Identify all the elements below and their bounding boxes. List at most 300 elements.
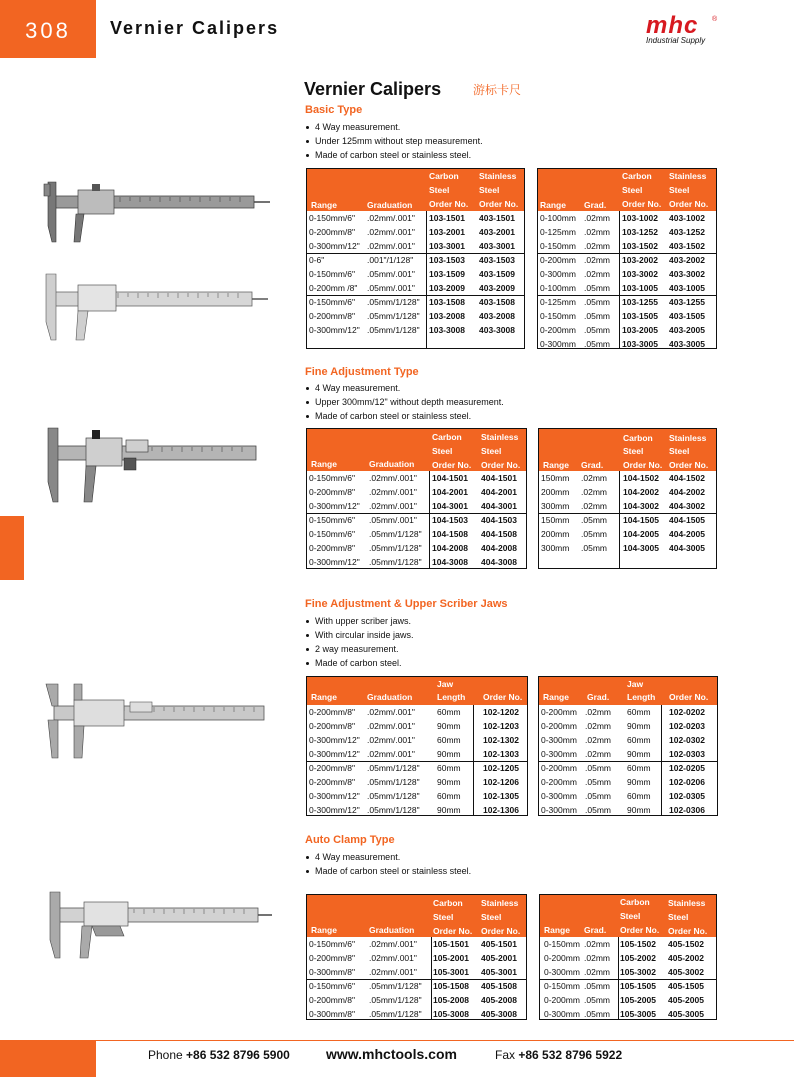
table-cell: 405-3008: [481, 1009, 517, 1019]
table-cell: .05mm: [584, 297, 610, 307]
table-cell: 90mm: [437, 777, 461, 787]
column-header-carbon: Order No.: [622, 199, 662, 209]
table-cell: 105-1508: [433, 981, 469, 991]
table-cell: .02mm/.001": [369, 939, 417, 949]
table-cell: 404-1508: [481, 529, 517, 539]
table-cell: 104-3008: [432, 557, 468, 567]
table-auto-clamp-metric: [539, 894, 717, 1020]
table-cell: 0-200mm/8": [309, 227, 356, 237]
table-cell: .02mm: [585, 721, 611, 731]
table-cell: 404-3001: [481, 501, 517, 511]
table-cell: .02mm: [584, 241, 610, 251]
table-row: [307, 775, 527, 789]
table-cell: 102-0205: [669, 763, 705, 773]
table-row: [538, 267, 716, 281]
list-item: Under 125mm without step measurement.: [305, 134, 483, 148]
column-header-stainless: Stainless: [669, 433, 707, 443]
table-cell: 0-200mm: [540, 325, 576, 335]
table-cell: 0-200mm: [544, 995, 580, 1005]
table-cell: 0-300mm: [541, 735, 577, 745]
table-row: [538, 211, 716, 225]
section-title-fine-adjustment: Fine Adjustment Type: [305, 366, 419, 378]
table-cell: .05mm: [584, 981, 610, 991]
table-cell: 0-200mm: [544, 953, 580, 963]
table-cell: 90mm: [627, 805, 651, 815]
table-row: [307, 803, 527, 817]
footer-fax-label: Fax: [495, 1048, 516, 1062]
table-cell: .05mm: [585, 763, 611, 773]
column-header-carbon: Carbon: [620, 897, 650, 907]
table-row: [307, 253, 524, 267]
table-cell: .05mm/1/128": [367, 805, 420, 815]
table-cell: .02mm/.001": [367, 707, 415, 717]
table-cell: 0-300mm: [541, 791, 577, 801]
table-cell: 0-300mm/12": [309, 557, 360, 567]
column-header-jaw-length: Jaw: [437, 679, 454, 689]
column-header-stainless: Stainless: [479, 171, 517, 181]
column-header-graduation: Graduation: [367, 692, 413, 702]
bullet-list-upper-scriber-jaws: [305, 614, 414, 670]
table-row: [539, 705, 717, 719]
table-cell: 103-3005: [622, 339, 658, 349]
table-header: [538, 169, 716, 211]
table-row: [307, 267, 524, 281]
table-row: [538, 281, 716, 295]
table-cell: 403-2002: [669, 255, 705, 265]
table-cell: 90mm: [437, 721, 461, 731]
table-cell: .05mm: [585, 777, 611, 787]
table-row: [307, 719, 527, 733]
table-cell: 0-300mm/12": [309, 501, 360, 511]
table-cell: .02mm: [581, 487, 607, 497]
table-cell: 104-2001: [432, 487, 468, 497]
table-row: [539, 789, 717, 803]
table-cell: .001"/1/128": [367, 255, 414, 265]
table-cell: .02mm: [585, 707, 611, 717]
table-row: [540, 993, 716, 1007]
table-row: [307, 993, 526, 1007]
table-header: [540, 895, 716, 937]
table-cell: 102-1303: [483, 749, 519, 759]
table-cell: 104-2002: [623, 487, 659, 497]
vernier-caliper-auto-clamp-icon: [44, 888, 276, 960]
table-cell: 403-1252: [669, 227, 705, 237]
table-row: [307, 499, 526, 513]
table-cell: 200mm: [541, 529, 570, 539]
table-cell: 405-3005: [668, 1009, 704, 1019]
table-fine-adjustment-inch: [306, 428, 527, 569]
table-cell: 0-300mm: [544, 1009, 580, 1019]
list-item: 2 way measurement.: [305, 642, 414, 656]
footer-fax: [495, 1048, 622, 1062]
table-row: [307, 225, 524, 239]
table-cell: 102-0303: [669, 749, 705, 759]
table-cell: 102-0203: [669, 721, 705, 731]
column-header-stainless: Stainless: [481, 898, 519, 908]
table-row: [538, 295, 716, 309]
table-cell: 60mm: [437, 707, 461, 717]
table-row: [307, 951, 526, 965]
list-item: 4 Way measurement.: [305, 120, 483, 134]
column-header-range: Range: [540, 200, 566, 210]
column-header-range: Range: [311, 692, 337, 702]
table-scriber-jaws-inch: [306, 676, 528, 816]
footer-website[interactable]: www.mhctools.com: [326, 1046, 457, 1062]
table-row: [538, 309, 716, 323]
table-cell: 103-2001: [429, 227, 465, 237]
table-row: [540, 951, 716, 965]
table-cell: 102-1202: [483, 707, 519, 717]
table-cell: 0-150mm/6": [309, 515, 356, 525]
table-row: [538, 225, 716, 239]
bullet-list-fine-adjustment: [305, 381, 504, 423]
table-cell: 0-200mm/8": [309, 777, 356, 787]
table-cell: .05mm/1/128": [369, 557, 422, 567]
table-scriber-jaws-metric: [538, 676, 718, 816]
column-header-carbon: Carbon: [429, 171, 459, 181]
table-row: [307, 979, 526, 993]
table-cell: 105-3008: [433, 1009, 469, 1019]
column-header-range: Range: [311, 925, 337, 935]
table-cell: .05mm: [584, 325, 610, 335]
table-row: [307, 309, 524, 323]
table-cell: .02mm: [584, 269, 610, 279]
table-cell: 0-6": [309, 255, 325, 265]
table-cell: .05mm/1/128": [369, 1009, 422, 1019]
table-cell: .02mm/.001": [367, 735, 415, 745]
table-cell: 0-300mm: [540, 339, 576, 349]
table-cell: 103-1255: [622, 297, 658, 307]
list-item: With circular inside jaws.: [305, 628, 414, 642]
table-cell: .05mm/1/128": [369, 981, 422, 991]
table-cell: 0-300mm/12": [309, 791, 360, 801]
table-cell: 403-3008: [479, 325, 515, 335]
table-cell: 103-1509: [429, 269, 465, 279]
table-cell: 403-1501: [479, 213, 515, 223]
table-cell: 102-1305: [483, 791, 519, 801]
table-cell: 0-100mm: [540, 213, 576, 223]
main-title-chinese: 游标卡尺: [473, 83, 522, 97]
table-cell: .02mm: [584, 227, 610, 237]
table-cell: .05mm/1/128": [369, 995, 422, 1005]
table-cell: 60mm: [627, 791, 651, 801]
table-cell: .02mm/.001": [367, 227, 415, 237]
table-cell: 102-0302: [669, 735, 705, 745]
table-cell: 403-2005: [669, 325, 705, 335]
column-header-carbon: Steel: [429, 185, 450, 195]
column-header-carbon: Steel: [432, 446, 453, 456]
table-cell: 403-3001: [479, 241, 515, 251]
table-cell: 104-1501: [432, 473, 468, 483]
table-cell: 0-200mm/8": [309, 721, 356, 731]
table-cell: 300mm: [541, 543, 570, 553]
footer-fax-number: +86 532 8796 5922: [518, 1048, 623, 1062]
column-header-grad: Grad.: [584, 200, 607, 210]
table-cell: 90mm: [627, 749, 651, 759]
table-header: [539, 429, 716, 471]
table-cell: 104-3001: [432, 501, 468, 511]
list-item: 4 Way measurement.: [305, 381, 504, 395]
table-cell: .05mm: [584, 339, 610, 349]
column-header-carbon: Order No.: [432, 460, 472, 470]
column-header-stainless: Stainless: [481, 432, 519, 442]
table-header: [307, 429, 526, 471]
column-header-carbon: Steel: [620, 911, 641, 921]
table-cell: 405-1502: [668, 939, 704, 949]
footer-accent-bar: [0, 1040, 96, 1077]
table-cell: 404-1505: [669, 515, 705, 525]
table-cell: .05mm/.001": [369, 515, 417, 525]
table-cell: 0-300mm: [541, 749, 577, 759]
table-header: [307, 895, 526, 937]
column-header-carbon: Steel: [433, 912, 454, 922]
side-tab-marker: [0, 516, 24, 580]
table-cell: 60mm: [627, 735, 651, 745]
table-cell: 403-1505: [669, 311, 705, 321]
column-header-range: Range: [543, 692, 569, 702]
table-cell: 60mm: [627, 707, 651, 717]
table-row: [307, 937, 526, 951]
footer-phone-label: Phone: [148, 1048, 183, 1062]
table-cell: 0-200mm/8": [309, 995, 356, 1005]
column-header-stainless: Steel: [481, 912, 502, 922]
table-cell: 0-150mm: [544, 981, 580, 991]
table-row: [307, 211, 524, 225]
table-row: [540, 979, 716, 993]
table-cell: .02mm: [584, 939, 610, 949]
table-cell: .05mm: [581, 515, 607, 525]
table-cell: 103-3001: [429, 241, 465, 251]
list-item: With upper scriber jaws.: [305, 614, 414, 628]
column-header-jaw-length: Length: [437, 692, 466, 702]
column-header-grad: Grad.: [584, 925, 607, 935]
table-cell: 103-1502: [622, 241, 658, 251]
table-cell: 403-1005: [669, 283, 705, 293]
table-header: [307, 169, 524, 211]
table-cell: 300mm: [541, 501, 570, 511]
table-row: [538, 253, 716, 267]
table-cell: 405-1505: [668, 981, 704, 991]
table-cell: 404-1501: [481, 473, 517, 483]
table-cell: .02mm: [584, 953, 610, 963]
table-cell: 0-200mm/8": [309, 311, 356, 321]
table-cell: .05mm: [585, 791, 611, 801]
column-header-stainless: Order No.: [481, 926, 521, 936]
table-cell: 403-2001: [479, 227, 515, 237]
column-header-graduation: Graduation: [369, 925, 415, 935]
table-cell: .05mm: [584, 283, 610, 293]
bullet-list-auto-clamp: [305, 850, 471, 878]
table-cell: 0-200mm: [540, 255, 576, 265]
table-cell: 103-1508: [429, 297, 465, 307]
table-cell: 102-1205: [483, 763, 519, 773]
table-cell: 0-300mm/12": [309, 241, 360, 251]
column-header-stainless: Steel: [669, 446, 690, 456]
column-header-carbon: Carbon: [432, 432, 462, 442]
table-cell: .05mm/.001": [367, 283, 415, 293]
list-item: Made of carbon steel or stainless steel.: [305, 148, 483, 162]
table-basic-type-metric: [537, 168, 717, 349]
table-cell: 0-150mm/6": [309, 473, 356, 483]
table-cell: 0-150mm/6": [309, 529, 356, 539]
table-cell: .05mm/1/128": [367, 791, 420, 801]
table-cell: 103-3002: [622, 269, 658, 279]
table-cell: 405-3001: [481, 967, 517, 977]
table-row: [539, 485, 716, 499]
table-cell: 0-200mm/8": [309, 763, 356, 773]
table-cell: 0-150mm/6": [309, 297, 356, 307]
table-cell: .02mm/.001": [369, 501, 417, 511]
table-cell: .02mm/.001": [367, 749, 415, 759]
table-cell: 0-300mm/12": [309, 749, 360, 759]
vernier-caliper-fine-adjust-icon: [42, 424, 274, 504]
table-row: [539, 471, 716, 485]
table-cell: 0-300mm/12": [309, 735, 360, 745]
logo-word: mhc: [646, 12, 699, 39]
table-row: [540, 965, 716, 979]
table-row: [307, 541, 526, 555]
table-cell: 103-3008: [429, 325, 465, 335]
table-cell: .05mm/1/128": [367, 325, 420, 335]
table-row: [307, 485, 526, 499]
table-cell: 405-1501: [481, 939, 517, 949]
table-cell: 103-2009: [429, 283, 465, 293]
column-header-stainless: Stainless: [668, 898, 706, 908]
table-cell: 150mm: [541, 473, 570, 483]
table-cell: 0-150mm: [540, 311, 576, 321]
table-cell: 60mm: [437, 791, 461, 801]
table-cell: 150mm: [541, 515, 570, 525]
table-cell: 0-200mm /8": [309, 283, 358, 293]
table-cell: 404-1503: [481, 515, 517, 525]
table-cell: 102-1206: [483, 777, 519, 787]
table-cell: 105-1502: [620, 939, 656, 949]
table-cell: 405-3002: [668, 967, 704, 977]
list-item: Made of carbon steel or stainless steel.: [305, 864, 471, 878]
column-header-stainless: Steel: [479, 185, 500, 195]
table-cell: 404-2002: [669, 487, 705, 497]
table-cell: 0-300mm: [541, 805, 577, 815]
table-cell: 0-300mm: [540, 269, 576, 279]
table-cell: 404-3002: [669, 501, 705, 511]
table-cell: 102-1306: [483, 805, 519, 815]
table-cell: .02mm: [584, 255, 610, 265]
table-cell: 0-200mm: [541, 763, 577, 773]
table-cell: 0-150mm/6": [309, 981, 356, 991]
table-cell: 404-3008: [481, 557, 517, 567]
table-row: [307, 281, 524, 295]
table-row: [539, 803, 717, 817]
table-row: [539, 747, 717, 761]
table-cell: .05mm: [584, 1009, 610, 1019]
table-cell: 0-200mm: [541, 721, 577, 731]
table-cell: 0-150mm: [540, 241, 576, 251]
table-cell: 102-0202: [669, 707, 705, 717]
table-row: [307, 527, 526, 541]
table-fine-adjustment-metric: [538, 428, 717, 569]
table-cell: .05mm/1/128": [367, 763, 420, 773]
table-cell: 102-1302: [483, 735, 519, 745]
table-cell: 103-1503: [429, 255, 465, 265]
table-cell: 0-150mm: [544, 939, 580, 949]
table-cell: .02mm/.001": [369, 473, 417, 483]
table-cell: 403-3005: [669, 339, 705, 349]
column-header-carbon: Order No.: [433, 926, 473, 936]
table-cell: 404-2001: [481, 487, 517, 497]
table-cell: 103-1501: [429, 213, 465, 223]
table-cell: .02mm: [584, 213, 610, 223]
table-cell: 103-1005: [622, 283, 658, 293]
column-header-carbon: Carbon: [433, 898, 463, 908]
table-cell: 200mm: [541, 487, 570, 497]
table-row: [307, 761, 527, 775]
table-cell: 405-1508: [481, 981, 517, 991]
table-cell: 405-2008: [481, 995, 517, 1005]
section-title-auto-clamp: Auto Clamp Type: [305, 834, 395, 846]
column-header-grad: Grad.: [581, 460, 604, 470]
table-cell: 60mm: [437, 763, 461, 773]
table-cell: .02mm: [581, 501, 607, 511]
column-header-stainless: Order No.: [668, 926, 708, 936]
table-cell: 0-100mm: [540, 283, 576, 293]
table-cell: 103-1002: [622, 213, 658, 223]
table-cell: 0-200mm: [541, 707, 577, 717]
table-cell: .05mm: [585, 805, 611, 815]
table-cell: 0-300mm/8": [309, 967, 356, 977]
table-row: [538, 337, 716, 351]
table-row: [540, 1007, 716, 1021]
footer-divider: [96, 1040, 794, 1041]
table-row: [538, 239, 716, 253]
column-header-graduation: Graduation: [367, 200, 413, 210]
table-cell: .05mm/1/128": [369, 529, 422, 539]
list-item: 4 Way measurement.: [305, 850, 471, 864]
table-cell: .02mm: [585, 749, 611, 759]
table-row: [307, 555, 526, 569]
table-cell: 405-2001: [481, 953, 517, 963]
table-cell: 105-2001: [433, 953, 469, 963]
table-cell: 103-2005: [622, 325, 658, 335]
table-cell: 404-2005: [669, 529, 705, 539]
table-cell: 103-2002: [622, 255, 658, 265]
footer-phone: [148, 1048, 290, 1062]
table-cell: 104-1502: [623, 473, 659, 483]
section-title-upper-scriber-jaws: Fine Adjustment & Upper Scriber Jaws: [305, 598, 508, 610]
column-header-stainless: Steel: [669, 185, 690, 195]
table-cell: .05mm: [581, 543, 607, 553]
main-title: Vernier Calipers: [304, 79, 442, 99]
column-header-range: Range: [544, 925, 570, 935]
logo-registered-mark: ®: [712, 16, 718, 23]
column-header-range: Range: [311, 459, 337, 469]
column-header-stainless: Order No.: [669, 460, 709, 470]
column-header-carbon: Order No.: [429, 199, 469, 209]
bullet-list-basic-type: [305, 120, 483, 162]
table-cell: .05mm/1/128": [367, 297, 420, 307]
column-header-stainless: Steel: [481, 446, 502, 456]
column-header-range: Range: [311, 200, 337, 210]
table-cell: 0-300mm: [544, 967, 580, 977]
table-row: [539, 733, 717, 747]
table-cell: .02mm/.001": [369, 953, 417, 963]
table-cell: 103-2008: [429, 311, 465, 321]
table-cell: 104-2005: [623, 529, 659, 539]
table-row: [307, 471, 526, 485]
column-header-carbon: Order No.: [620, 925, 660, 935]
table-cell: 104-3002: [623, 501, 659, 511]
table-cell: 405-2005: [668, 995, 704, 1005]
table-row: [539, 527, 716, 541]
